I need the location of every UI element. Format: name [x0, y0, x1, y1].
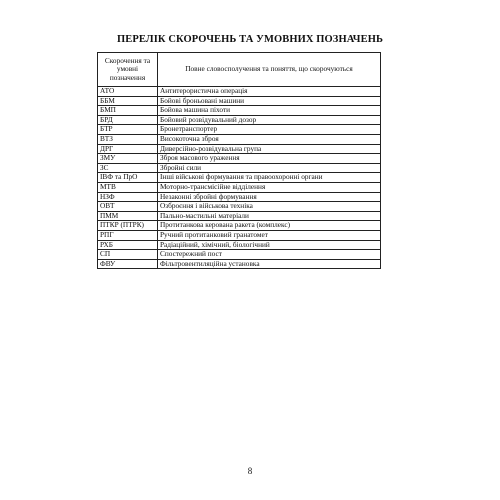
full-name-cell: Високоточна зброя: [158, 134, 381, 144]
abbreviation-cell: БМП: [98, 106, 158, 116]
abbreviation-cell: ПММ: [98, 211, 158, 221]
table-row: [98, 115, 381, 125]
abbreviation-cell: ІВФ та ПрО: [98, 173, 158, 183]
abbreviation-cell: РПГ: [98, 230, 158, 240]
full-name-cell: Антитерористична операція: [158, 87, 381, 97]
table-row: [98, 96, 381, 106]
abbreviations-table: [97, 52, 381, 269]
abbreviation-cell: БТР: [98, 125, 158, 135]
full-name-cell: Озброєння і військова техніка: [158, 202, 381, 212]
full-name-cell: Бронетранспортер: [158, 125, 381, 135]
table-row: [98, 125, 381, 135]
full-name-cell: Фільтровентиляційна установка: [158, 259, 381, 269]
abbreviation-cell: ФВУ: [98, 259, 158, 269]
table-header-row: [98, 53, 381, 87]
abbreviation-cell: ББМ: [98, 96, 158, 106]
full-name-cell: Бойові броньовані машини: [158, 96, 381, 106]
full-name-cell: Диверсійно-розвідувальна група: [158, 144, 381, 154]
abbreviation-cell: ОВТ: [98, 202, 158, 212]
full-name-cell: Інші військові формування та правоохоронні органи: [158, 173, 381, 183]
page-number: 8: [247, 466, 253, 476]
full-name-cell: Ручний протитанковий гранатомет: [158, 230, 381, 240]
full-name-cell: Спостережний пост: [158, 250, 381, 260]
table-body: [98, 87, 381, 269]
abbreviation-cell: БРД: [98, 115, 158, 125]
table-row: [98, 211, 381, 221]
header-abbreviation: Скорочення та умовні позначення: [98, 53, 158, 87]
abbreviation-cell: НЗФ: [98, 192, 158, 202]
full-name-cell: Бойовий розвідувальний дозор: [158, 115, 381, 125]
header-full-name: Повне словосполучення та поняття, що скорочуються: [158, 53, 381, 87]
full-name-cell: Моторно-трансмісійне відділення: [158, 182, 381, 192]
full-name-cell: Пально-мастильні матеріали: [158, 211, 381, 221]
table-row: [98, 173, 381, 183]
full-name-cell: Незаконні збройні формування: [158, 192, 381, 202]
table-row: [98, 154, 381, 164]
table-row: [98, 87, 381, 97]
table-row: [98, 259, 381, 269]
table-row: [98, 182, 381, 192]
abbreviation-cell: ЗМУ: [98, 154, 158, 164]
page-title: ПЕРЕЛІК СКОРОЧЕНЬ ТА УМОВНИХ ПОЗНАЧЕНЬ: [116, 34, 384, 45]
table-row: [98, 202, 381, 212]
abbreviation-cell: МТВ: [98, 182, 158, 192]
table-row: [98, 144, 381, 154]
full-name-cell: Збройні сили: [158, 163, 381, 173]
full-name-cell: Радіаційний, хімічний, біологічний: [158, 240, 381, 250]
table-row: [98, 250, 381, 260]
abbreviation-cell: АТО: [98, 87, 158, 97]
full-name-cell: Бойова машина піхоти: [158, 106, 381, 116]
table-row: [98, 240, 381, 250]
abbreviation-cell: ДРГ: [98, 144, 158, 154]
table-row: [98, 163, 381, 173]
abbreviation-cell: ВТЗ: [98, 134, 158, 144]
abbreviation-cell: ПТКР (ПТРК): [98, 221, 158, 231]
full-name-cell: Зброя масового ураження: [158, 154, 381, 164]
abbreviation-cell: ЗС: [98, 163, 158, 173]
abbreviation-cell: РХБ: [98, 240, 158, 250]
table-row: [98, 192, 381, 202]
table-row: [98, 230, 381, 240]
table-row: [98, 221, 381, 231]
table-row: [98, 106, 381, 116]
abbreviation-cell: СП: [98, 250, 158, 260]
full-name-cell: Протитанкова керована ракета (комплекс): [158, 221, 381, 231]
table-row: [98, 134, 381, 144]
